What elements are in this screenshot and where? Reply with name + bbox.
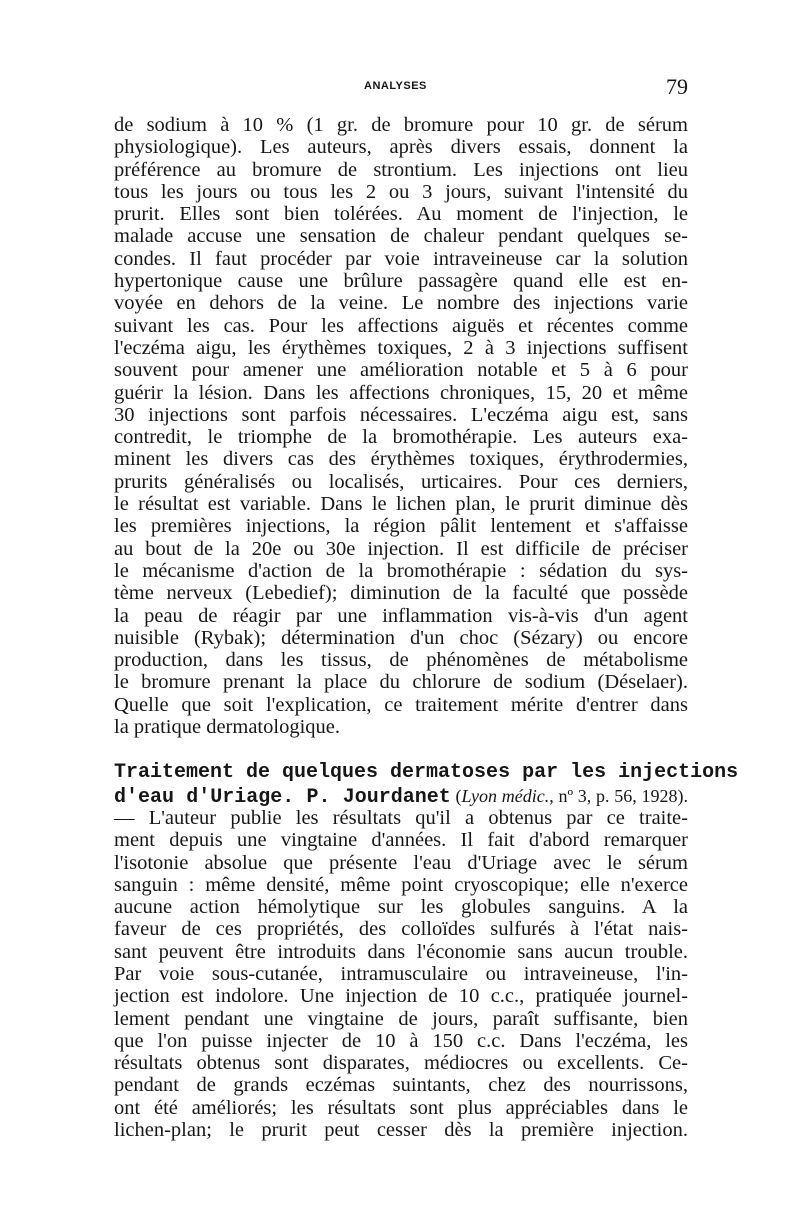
paragraph-gap xyxy=(114,738,688,762)
text-line: contredit, le triomphe de la bromothérapie. Les auteurs exa- xyxy=(114,426,688,449)
journal-name: Lyon médic. xyxy=(461,785,550,806)
text-line: l'eczéma aigu, les érythèmes toxiques, 2 à 3 injections suffisent xyxy=(114,336,688,359)
text-line: tous les jours ou tous les 2 ou 3 jours, suivant l'intensité du xyxy=(114,180,688,203)
text-line: sant peuvent être introduits dans l'économie sans aucun trouble. xyxy=(114,940,688,963)
text-line: le mécanisme d'action de la bromothérapie : sédation du sys- xyxy=(114,559,688,582)
text-line: préférence au bromure de strontium. Les injections ont lieu xyxy=(114,158,688,181)
text-line: prurits généralisés ou localisés, urticaires. Pour ces derniers, xyxy=(114,470,688,493)
text-line: production, dans les tissus, de phénomènes de métabolisme xyxy=(114,649,688,672)
text-line: lichen-plan; le prurit peut cesser dès la première injection. xyxy=(114,1119,688,1142)
text-line: la pratique dermatologique. xyxy=(114,716,340,739)
text-line: les premières injections, la région pâlit lentement et s'affaisse xyxy=(114,515,688,538)
text-line: aucune action hémolytique sur les globules sanguins. A la xyxy=(114,896,688,919)
text-line: 30 injections sont parfois nécessaires. L'eczéma aigu est, sans xyxy=(114,403,688,426)
article-title-line xyxy=(114,785,688,807)
text-line: guérir la lésion. Dans les affections chroniques, 15, 20 et même xyxy=(114,381,688,404)
text-line: — L'auteur publie les résultats qu'il a obtenus par ce traite- xyxy=(114,806,688,829)
text-line: condes. Il faut procéder par voie intraveineuse car la solution xyxy=(114,247,688,270)
article-title-author: d'eau d'Uriage. P. Jourdanet xyxy=(114,785,451,809)
article-uriage xyxy=(114,761,739,1142)
text-line: ont été améliorés; les résultats sont plus appréciables dans le xyxy=(114,1096,688,1119)
citation-details: , nº 3, p. 56, 1928). xyxy=(549,785,688,806)
text-line: voyée en dehors de la veine. Le nombre des injections varie xyxy=(114,292,688,315)
text-line: Par voie sous-cutanée, intramusculaire ou intraveineuse, l'in- xyxy=(114,962,688,985)
text-line: suivant les cas. Pour les affections aiguës et récentes comme xyxy=(114,314,688,337)
text-line: ment depuis une vingtaine d'années. Il fait d'abord remarquer xyxy=(114,829,688,852)
text-line: sanguin : même densité, même point cryoscopique; elle n'exerce xyxy=(114,873,688,896)
text-line: lement pendant une vingtaine de jours, paraît suffisante, bien xyxy=(114,1007,688,1030)
text-line: résultats obtenus sont disparates, médiocres ou excellents. Ce- xyxy=(114,1052,688,1075)
text-line: le résultat est variable. Dans le lichen plan, le prurit diminue dès xyxy=(114,493,688,516)
citation-open: ( xyxy=(455,785,462,806)
paragraph-bromotherapy xyxy=(114,114,688,738)
text-line: le bromure prenant la place du chlorure de sodium (Déselaer). xyxy=(114,671,688,694)
text-line: souvent pour amener une amélioration notable et 5 à 6 pour xyxy=(114,359,688,382)
text-line: hypertonique cause une brûlure passagère quand elle est en- xyxy=(114,270,688,293)
text-line: physiologique). Les auteurs, après divers essais, donnent la xyxy=(114,136,688,159)
text-line: pendant de grands eczémas suintants, chez des nourrissons, xyxy=(114,1074,688,1097)
text-line: au bout de la 20e ou 30e injection. Il est difficile de préciser xyxy=(114,537,688,560)
text-line: nuisible (Rybak); détermination d'un choc (Sézary) ou encore xyxy=(114,626,688,649)
text-line: de sodium à 10 % (1 gr. de bromure pour 10 gr. de sérum xyxy=(114,114,688,136)
text-line: que l'on puisse injecter de 10 à 150 c.c. Dans l'eczéma, les xyxy=(114,1029,688,1052)
text-line: prurit. Elles sont bien tolérées. Au moment de l'injection, le xyxy=(114,203,688,226)
text-line: faveur de ces propriétés, des colloïdes sulfurés à l'état nais- xyxy=(114,918,688,941)
text-line: tème nerveux (Lebedief); diminution de la faculté que possède xyxy=(114,582,688,605)
text-line: malade accuse une sensation de chaleur pendant quelques se- xyxy=(114,225,688,248)
page-number: 79 xyxy=(666,74,688,99)
text-line: la peau de réagir par une inflammation vis-à-vis d'un agent xyxy=(114,604,688,627)
article-title: Traitement de quelques dermatoses par les injections xyxy=(114,761,739,785)
running-head: ANALYSES xyxy=(364,80,427,92)
text-line: Quelle que soit l'explication, ce traitement mérite d'entrer dans xyxy=(114,693,688,716)
text-line: l'isotonie absolue que présente l'eau d'Uriage avec le sérum xyxy=(114,851,688,874)
article-title-line xyxy=(114,761,739,785)
text-line: minent les divers cas des érythèmes toxiques, érythrodermies, xyxy=(114,448,688,471)
page-header xyxy=(114,74,688,102)
text-line: jection est indolore. Une injection de 10 c.c., pratiquée journel- xyxy=(114,985,688,1008)
page-body xyxy=(114,114,739,1142)
